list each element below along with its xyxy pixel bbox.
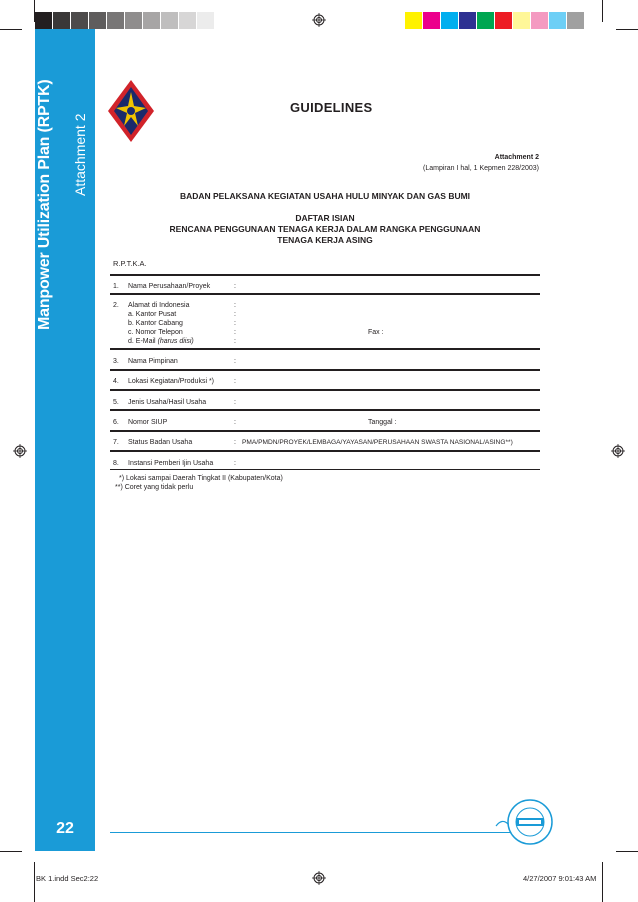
color-swatch <box>53 12 70 29</box>
color-swatch <box>531 12 548 29</box>
form-code: R.P.T.K.A. <box>113 259 147 268</box>
divider <box>110 450 540 452</box>
color-swatch <box>549 12 566 29</box>
row-label: Nama Pimpinan <box>128 358 178 365</box>
row-colon: : <box>234 399 236 406</box>
color-swatch <box>89 12 106 29</box>
color-bar-cmyk <box>405 12 585 29</box>
color-swatch <box>423 12 440 29</box>
crop-mark <box>34 0 35 22</box>
color-swatch <box>143 12 160 29</box>
form-subtitle-2: TENAGA KERJA ASING <box>277 235 373 245</box>
page-number: 22 <box>56 820 74 837</box>
row-label: Status Badan Usaha <box>128 439 193 446</box>
footnote: *) Lokasi sampai Daerah Tingkat II (Kabupaten/Kota) <box>119 475 283 482</box>
crop-mark <box>616 851 638 852</box>
divider <box>110 369 540 371</box>
sub-item-label: b. Kantor Cabang <box>128 320 183 327</box>
row-colon: : <box>234 460 236 467</box>
logo-icon <box>106 78 156 144</box>
form-title: DAFTAR ISIAN <box>295 213 355 223</box>
row-colon: : <box>234 378 236 385</box>
color-swatch <box>495 12 512 29</box>
status-value: PMA/PMDN/PROYEK/LEMBAGA/YAYASAN/PERUSAHAAN SWASTA NASIONAL/ASING**) <box>242 439 513 446</box>
crop-mark <box>602 0 603 22</box>
crop-mark <box>0 851 22 852</box>
attachment-label: Attachment 2 <box>494 154 539 161</box>
divider <box>110 274 540 276</box>
email-note: (harus diisi) <box>157 338 194 345</box>
row-label: Alamat di Indonesia <box>128 302 190 309</box>
row-label: Nomor SIUP <box>128 419 168 426</box>
lampiran-reference: (Lampiran I hal, 1 Kepmen 228/2003) <box>423 165 539 172</box>
row-number: 5. <box>113 399 119 406</box>
row-number: 2. <box>113 302 119 309</box>
color-swatch <box>567 12 584 29</box>
crop-mark <box>34 862 35 902</box>
color-swatch <box>513 12 530 29</box>
sidebar-title: Manpower Utilization Plan (RPTK) <box>36 79 53 330</box>
sub-item-label: c. Nomor Telepon <box>128 329 183 336</box>
crop-mark <box>602 862 603 902</box>
color-swatch <box>197 12 214 29</box>
row-colon: : <box>234 302 236 309</box>
sub-item-label: a. Kantor Pusat <box>128 311 177 318</box>
divider <box>110 389 540 391</box>
row-number: 8. <box>113 460 119 467</box>
color-swatch <box>125 12 142 29</box>
row-label: Instansi Pemberi Ijin Usaha <box>128 460 214 467</box>
color-bar-gray <box>35 12 215 29</box>
registration-mark-icon <box>312 13 326 27</box>
crop-mark <box>0 29 22 30</box>
row-number: 3. <box>113 358 119 365</box>
row-colon: : <box>234 283 236 290</box>
row-colon: : <box>234 439 236 446</box>
divider <box>110 430 540 432</box>
divider <box>110 469 540 470</box>
color-swatch <box>161 12 178 29</box>
color-swatch <box>405 12 422 29</box>
row-number: 1. <box>113 283 119 290</box>
color-swatch <box>477 12 494 29</box>
guidelines-heading: GUIDELINES <box>290 100 373 115</box>
divider <box>110 348 540 350</box>
row-colon: : <box>234 338 236 345</box>
fax-label: Fax : <box>368 329 384 336</box>
color-swatch <box>107 12 124 29</box>
row-colon: : <box>234 311 236 318</box>
tanggal-label: Tanggal : <box>368 419 397 426</box>
agency-title: BADAN PELAKSANA KEGIATAN USAHA HULU MINYAK DAN GAS BUMI <box>179 191 471 201</box>
row-colon: : <box>234 419 236 426</box>
form-subtitle: RENCANA PENGGUNAAN TENAGA KERJA DALAM RANGKA PENGGUNAAN <box>169 224 481 234</box>
registration-mark-icon <box>13 444 27 458</box>
crop-mark <box>616 29 638 30</box>
row-colon: : <box>234 329 236 336</box>
registration-mark-icon <box>611 444 625 458</box>
footnote: **) Coret yang tidak perlu <box>115 484 194 491</box>
sub-item-label: d. E-Mail (harus diisi) <box>128 338 194 345</box>
color-swatch <box>179 12 196 29</box>
color-swatch <box>35 12 52 29</box>
color-swatch <box>441 12 458 29</box>
divider <box>110 293 540 295</box>
row-number: 7. <box>113 439 119 446</box>
row-colon: : <box>234 320 236 327</box>
row-label: Jenis Usaha/Hasil Usaha <box>128 399 207 406</box>
seal-stamp-icon <box>494 796 554 848</box>
slug-timestamp: 4/27/2007 9:01:43 AM <box>523 874 597 883</box>
registration-mark-icon <box>312 871 326 885</box>
row-number: 6. <box>113 419 119 426</box>
bottom-rule <box>110 832 550 833</box>
divider <box>110 409 540 411</box>
row-label: Lokasi Kegiatan/Produksi *) <box>128 378 214 385</box>
footnotes <box>115 474 283 492</box>
row-label: Nama Perusahaan/Proyek <box>128 283 211 290</box>
sidebar-subtitle: Attachment 2 <box>72 113 88 196</box>
row-colon: : <box>234 358 236 365</box>
slug-file-info: BK 1.indd Sec2:22 <box>36 874 99 883</box>
color-swatch <box>459 12 476 29</box>
row-number: 4. <box>113 378 119 385</box>
